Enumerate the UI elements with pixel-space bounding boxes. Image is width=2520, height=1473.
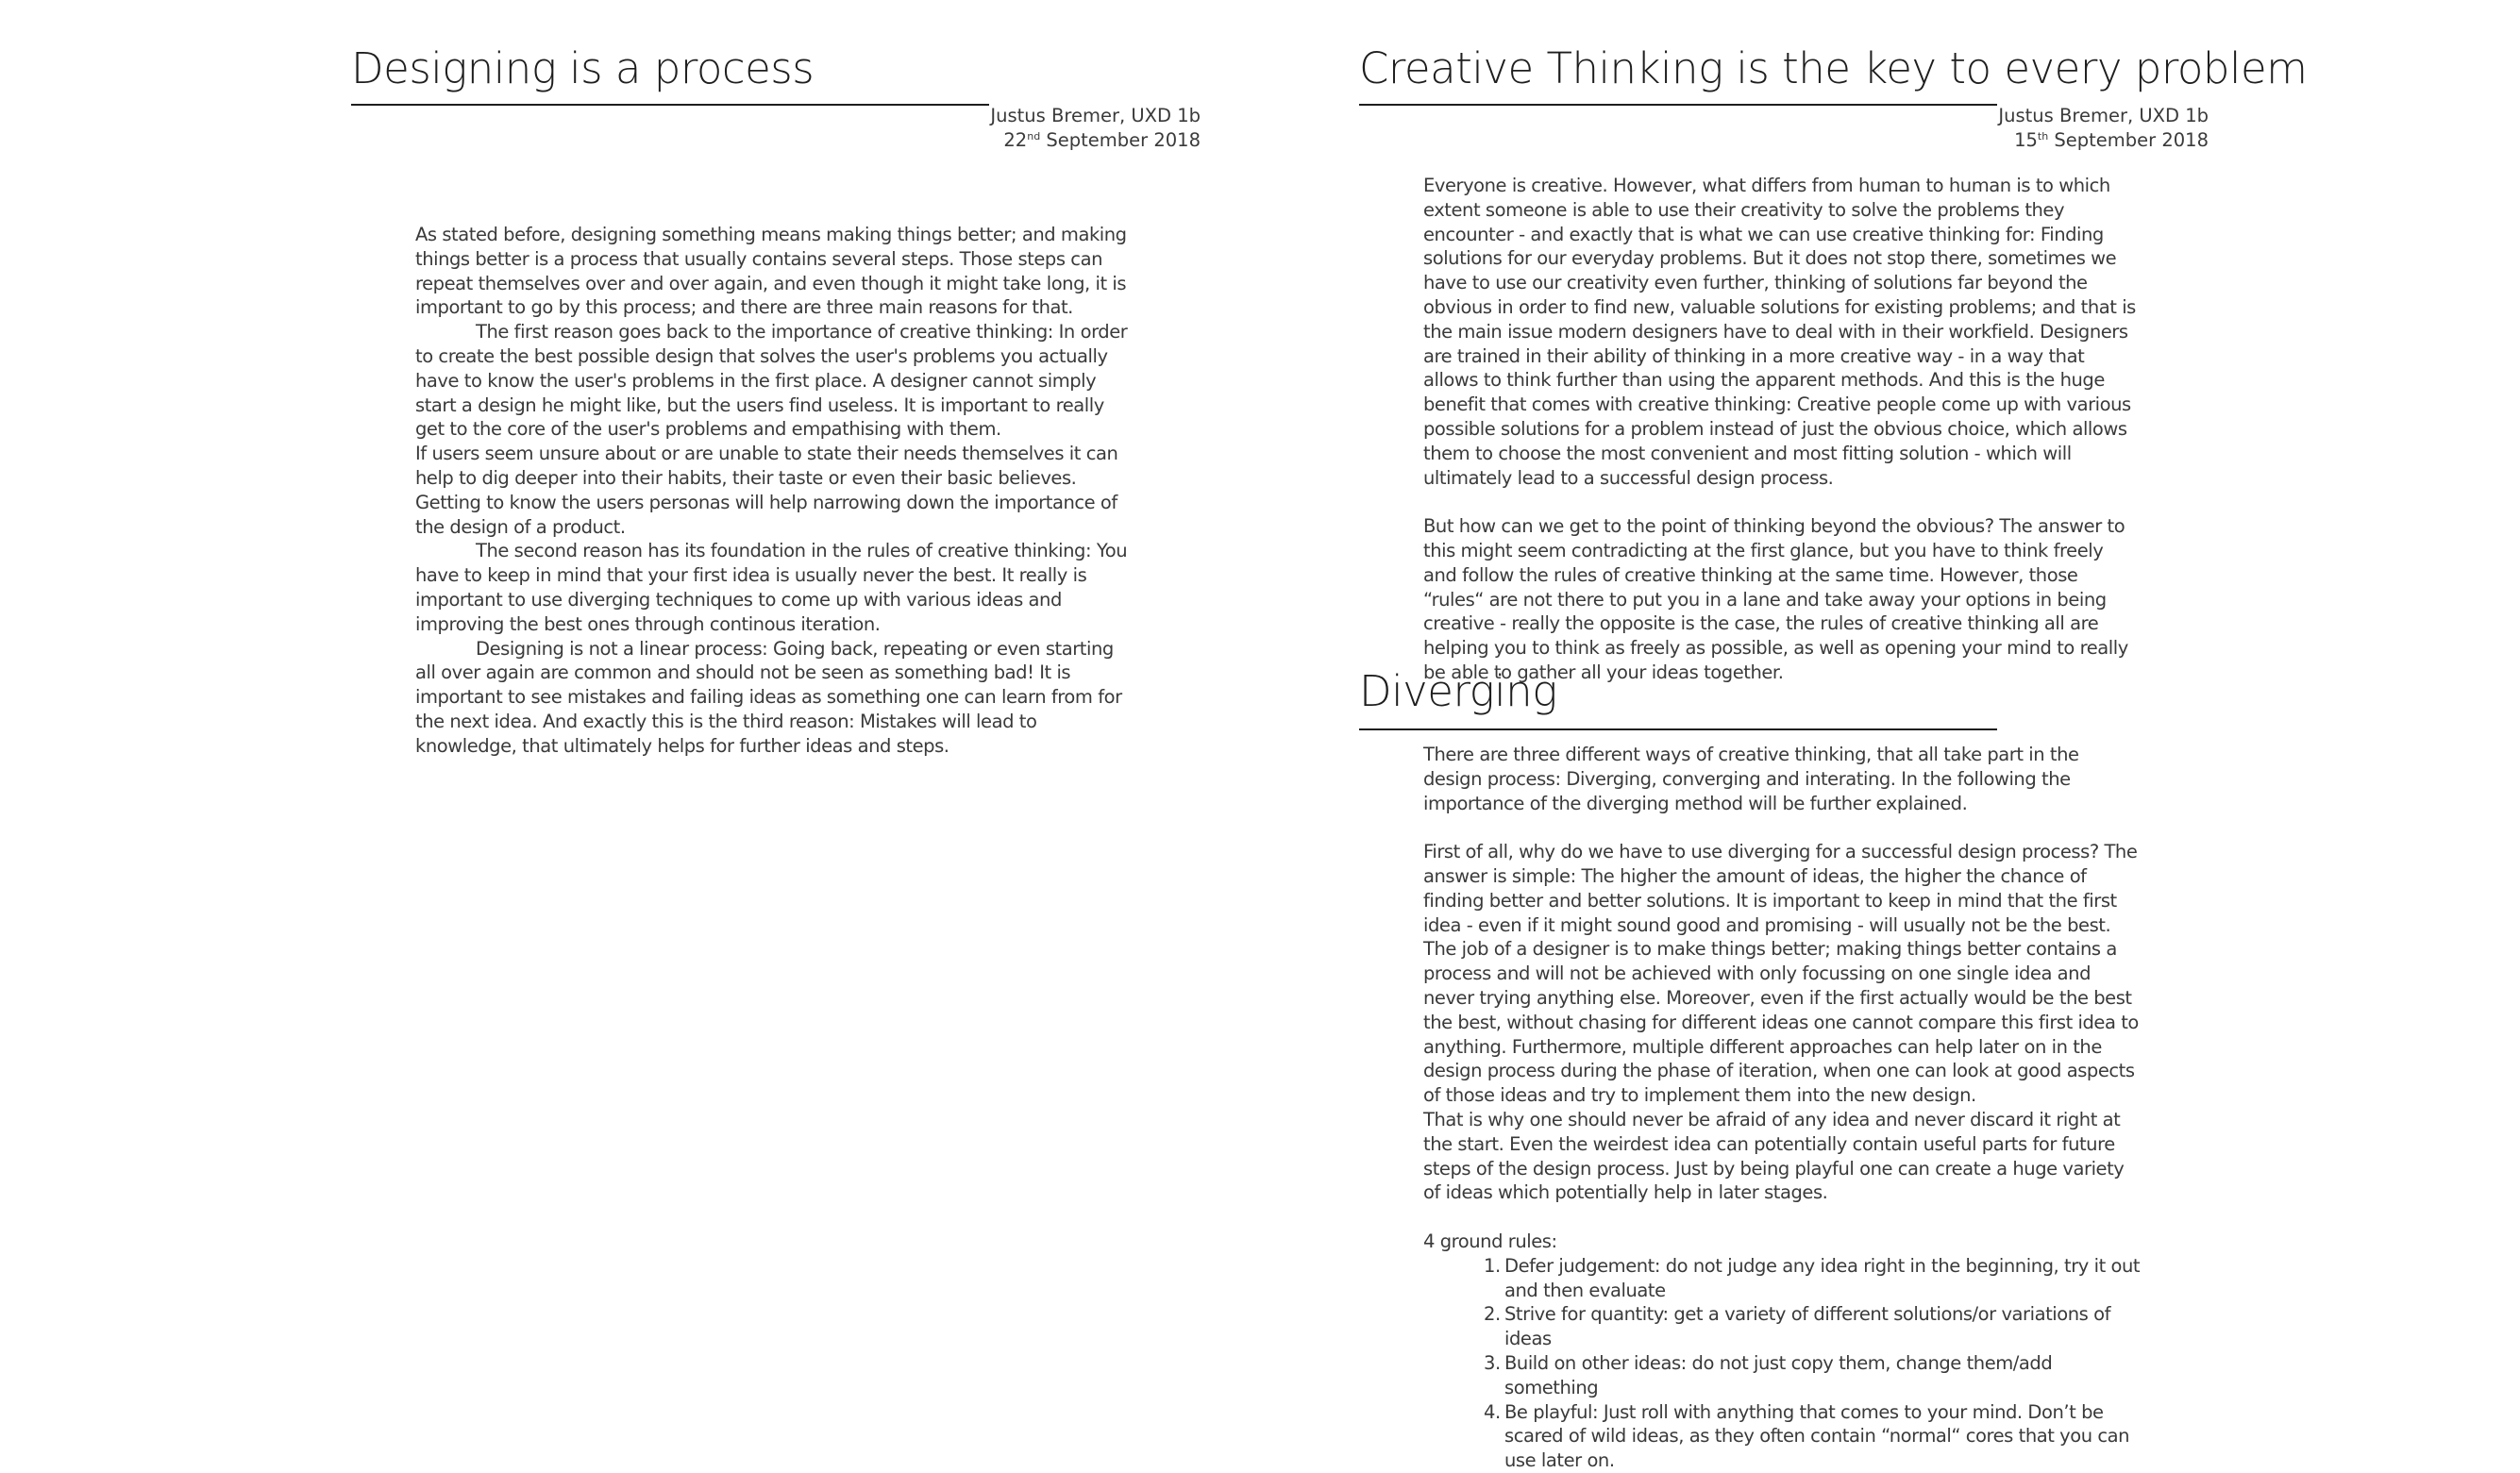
paragraph-gap [1423, 490, 2141, 514]
ground-rules-list [1423, 1254, 2141, 1473]
paragraph: Everyone is creative. However, what differs from human to human is to which extent someone is able to use their creativity to solve the problems they encounter - and exactly that is what we can use creative thinking for: Finding solutions for our everyday problems. But it does not stop there, sometimes we have to use our creativity even further, thinking of solutions far beyond the obvious in order to find new, valuable solutions for existing problems; and that is the main issue modern designers have to deal with in their workfield. Designers are trained in their ability of thinking in a more creative way - in a way that allows to think further than using the apparent methods. And this is the huge benefit that comes with creative thinking: Creative people come up with various possible solutions for a problem instead of just the obvious choice, which allows them to choose the most convenient and most fitting solution - which will ultimately lead to a successful design process. [1423, 175, 2136, 489]
left-page-title: Designing is a process [351, 43, 815, 93]
paragraph: But how can we get to the point of thinking beyond the obvious? The answer to this might seem contradicting at the first glance, but you have to think freely and follow the rules of creative thinking at the same time. However, those “rules“ are not there to put you in a lane and take away your options in being creative - really the opposite is the case, the rules of creative thinking all are helping you to think as freely as possible, as well as opening your mind to really be able to gather all your ideas together. [1423, 515, 2128, 683]
diverging-body [1423, 743, 2141, 1473]
list-item [1484, 1254, 2141, 1303]
paragraph: If users seem unsure about or are unable to state their needs themselves it can help to dig deeper into their habits, their taste or even their basic believes. Getting to know the users personas will help narrowing down the importance of the design of a product. [415, 443, 1118, 538]
left-date [823, 128, 1201, 153]
list-item-text: Build on other ideas: do not just copy them, change them/add something [1504, 1351, 2053, 1398]
right-date-rest: September 2018 [2048, 129, 2209, 151]
list-item-number: 2. [1484, 1303, 1501, 1326]
section-title-diverging: Diverging [1359, 666, 1557, 716]
right-page-meta [1831, 104, 2209, 153]
list-item-number: 1. [1484, 1254, 1501, 1277]
paragraph: First of all, why do we have to use diverging for a successful design process? The answer is simple: The higher the amount of ideas, the higher the chance of finding better and better solutions. It is important to keep in mind that the first idea - even if it might sound good and promising - will usually not be the best. The job of a designer is to make things better; making things better contains a process and will not be achieved with only focussing on one single idea and never trying anything else. Moreover, even if the first actually would be the best the best, without chasing for different ideas one cannot compare this first idea to anything. Furthermore, multiple different approaches can help later on in the design process during the phase of iteration, when one can look at good aspects of those ideas and try to implement them into the new design. [1423, 841, 2139, 1107]
list-item-number: 4. [1484, 1400, 1501, 1423]
paragraph-gap [1423, 1205, 2141, 1230]
left-date-rest: September 2018 [1040, 129, 1201, 151]
right-intro-body [1423, 174, 2141, 685]
list-item-text: Strive for quantity: get a variety of different solutions/or variations of ideas [1504, 1303, 2111, 1350]
rules-heading: 4 ground rules: [1423, 1230, 1557, 1252]
right-date-day: 15 [2014, 129, 2038, 151]
right-date [1831, 128, 2209, 153]
paragraph: Designing is not a linear process: Going back, repeating or even starting all over again are common and should not be seen as something bad! It is important to see mistakes and failing ideas as something one can learn from for the next idea. And exactly this is the third reason: Mistakes will lead to knowledge, that ultimately helps for further ideas and steps. [415, 637, 1122, 757]
paragraph: There are three different ways of creative thinking, that all take part in the design process: Diverging, converging and interating. In the following the importance of the diverging method will be further explained. [1423, 744, 2079, 814]
paragraph: That is why one should never be afraid of any idea and never discard it right at the start. Even the weirdest idea can potentially contain useful parts for future steps of the design process. Just by being playful one can create a huge variety of ideas which potentially help in later stages. [1423, 1108, 2125, 1204]
paragraph: As stated before, designing something means making things better; and making things better is a process that usually contains several steps. Those steps can repeat themselves over and over again, and even though it might take long, it is important to go by this process; and there are three main reasons for that. [415, 224, 1127, 319]
left-date-suffix: nd [1027, 130, 1041, 142]
list-item [1484, 1400, 2141, 1473]
list-item-text: Defer judgement: do not judge any idea right in the beginning, try it out and then evaluate [1504, 1254, 2141, 1301]
list-item-number: 3. [1484, 1351, 1501, 1374]
list-item [1484, 1302, 2141, 1351]
paragraph: The first reason goes back to the importance of creative thinking: In order to create the best possible design that solves the user's problems you actually have to know the user's problems in the first place. A designer cannot simply start a design he might like, but the users find useless. It is important to really get to the core of the user's problems and empathising with them. [415, 321, 1128, 441]
list-item [1484, 1351, 2141, 1400]
left-date-day: 22 [1003, 129, 1028, 151]
right-date-suffix: th [2037, 130, 2049, 142]
left-page-meta [823, 104, 1201, 153]
paragraph-gap [1423, 815, 2141, 840]
right-page-title: Creative Thinking is the key to every problem [1359, 43, 2308, 93]
left-author: Justus Bremer, UXD 1b [990, 105, 1201, 126]
left-body [415, 223, 1133, 759]
section-underline [1359, 728, 1997, 730]
list-item-text: Be playful: Just roll with anything that comes to your mind. Don’t be scared of wild ideas, as they often contain “normal“ cores that you can use later on. [1504, 1400, 2130, 1472]
paragraph: The second reason has its foundation in the rules of creative thinking: You have to keep in mind that your first idea is usually never the best. It really is important to use diverging techniques to come up with various ideas and improving the best ones through continous iteration. [415, 540, 1128, 635]
right-author: Justus Bremer, UXD 1b [1998, 105, 2209, 126]
